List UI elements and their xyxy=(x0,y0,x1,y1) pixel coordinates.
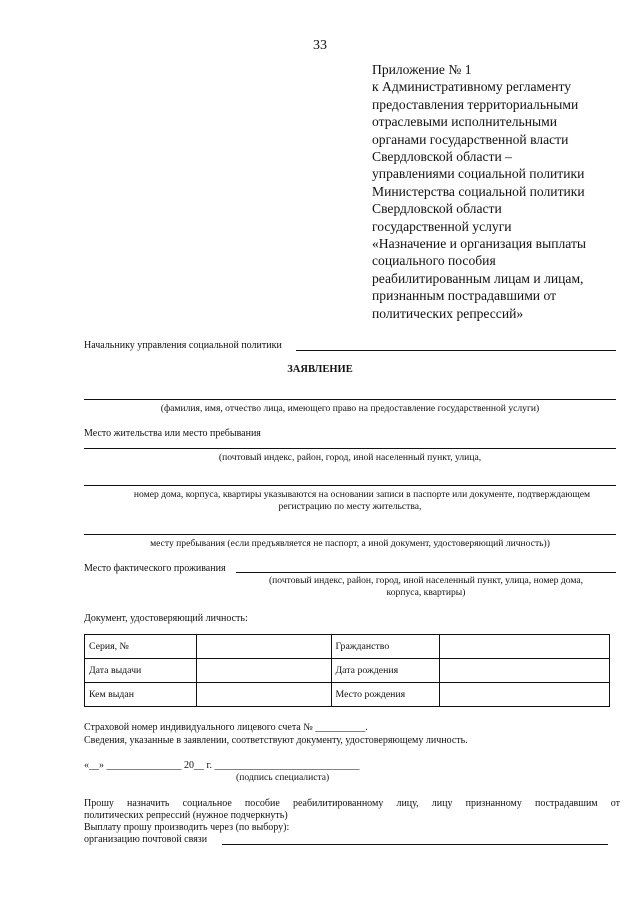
actual-residence-label: Место фактического проживания xyxy=(84,563,226,574)
residence-field-3[interactable] xyxy=(84,534,616,535)
series-number-input[interactable] xyxy=(196,635,331,659)
request-line-2: политических репрессий (нужное подчеркнуть) xyxy=(84,810,288,821)
appendix-line: государственной услуги xyxy=(372,218,512,234)
table-row xyxy=(85,635,610,659)
residence-field-1[interactable] xyxy=(84,448,616,449)
payment-line: Выплату прошу производить через (по выбору): xyxy=(84,822,290,833)
appendix-line: Свердловской области xyxy=(372,201,502,217)
appendix-line: «Назначение и организация выплаты xyxy=(372,236,587,252)
fio-caption: (фамилия, имя, отчество лица, имеющего право на предоставление государственной услуги) xyxy=(160,403,540,414)
appendix-line: Министерства социальной политики xyxy=(372,183,585,199)
appendix-line: предоставления территориальными xyxy=(372,96,579,112)
addressee-field[interactable] xyxy=(296,350,616,351)
residence-caption-2a: номер дома, корпуса, квартиры указываются на основании записи в паспорте или документе, подтверждающем xyxy=(133,489,591,500)
table-cell-label: Серия, № xyxy=(85,635,197,659)
table-cell-label: Гражданство xyxy=(331,635,440,659)
postal-field[interactable] xyxy=(222,844,608,845)
residence-caption-1: (почтовый индекс, район, город, иной населенный пункт, улица, xyxy=(218,452,482,463)
appendix-line: Приложение № 1 xyxy=(372,62,472,77)
appendix-line: органами государственной власти xyxy=(372,131,569,147)
residence-field-2[interactable] xyxy=(84,485,616,486)
appendix-line: реабилитированным лицам и лицам, xyxy=(372,270,584,286)
appendix-line: управлениями социальной политики xyxy=(372,166,585,182)
actual-caption-a: (почтовый индекс, район, город, иной населенный пункт, улица, номер дома, xyxy=(268,575,584,586)
appendix-line: признанным пострадавшими от xyxy=(372,288,557,304)
page-number: 33 xyxy=(313,38,327,53)
id-doc-label: Документ, удостоверяющий личность: xyxy=(84,613,248,624)
residence-label: Место жительства или место пребывания xyxy=(84,428,261,439)
addressee-label: Начальнику управления социальной политики xyxy=(84,340,282,351)
appendix-line: отраслевыми исполнительными xyxy=(372,114,558,130)
birth-date-input[interactable] xyxy=(440,659,610,683)
table-cell-label: Дата рождения xyxy=(331,659,440,683)
appendix-line: к Административному регламенту xyxy=(372,79,572,95)
snils-line: Страховой номер индивидуального лицевого счета № __________. xyxy=(84,722,368,733)
birth-place-input[interactable] xyxy=(440,683,610,707)
issued-by-input[interactable] xyxy=(196,683,331,707)
appendix-line: социального пособия xyxy=(372,253,496,269)
signature-caption: (подпись специалиста) xyxy=(236,772,330,783)
table-cell-label: Кем выдан xyxy=(85,683,197,707)
date-signature-line[interactable]: «__» _______________ 20__ г. _____________________________ xyxy=(84,760,360,771)
table-row xyxy=(85,683,610,707)
appendix-line: Свердловской области – xyxy=(372,149,512,165)
table-row xyxy=(85,659,610,683)
postal-label: организацию почтовой связи xyxy=(84,834,208,845)
residence-caption-2b: регистрацию по месту жительства, xyxy=(278,501,422,512)
residence-caption-3: месту пребывания (если предъявляется не паспорт, а иной документ, удостоверяющий личность)) xyxy=(150,538,550,549)
citizenship-input[interactable] xyxy=(440,635,610,659)
fio-field[interactable] xyxy=(84,399,616,400)
conformity-line: Сведения, указанные в заявлении, соответствуют документу, удостоверяющему личность. xyxy=(84,735,468,746)
actual-caption-b: корпуса, квартиры) xyxy=(386,587,466,598)
request-line-1: Прошу назначить социальное пособие реабилитированному лицу, лицу признанному пострадавшим от xyxy=(84,798,620,809)
appendix-line: политических репрессий» xyxy=(372,305,524,321)
actual-residence-field[interactable] xyxy=(236,572,616,573)
id-document-table xyxy=(84,634,610,707)
appendix-header xyxy=(372,61,634,322)
issue-date-input[interactable] xyxy=(196,659,331,683)
table-cell-label: Место рождения xyxy=(331,683,440,707)
table-cell-label: Дата выдачи xyxy=(85,659,197,683)
form-title: ЗАЯВЛЕНИЕ xyxy=(287,364,353,375)
